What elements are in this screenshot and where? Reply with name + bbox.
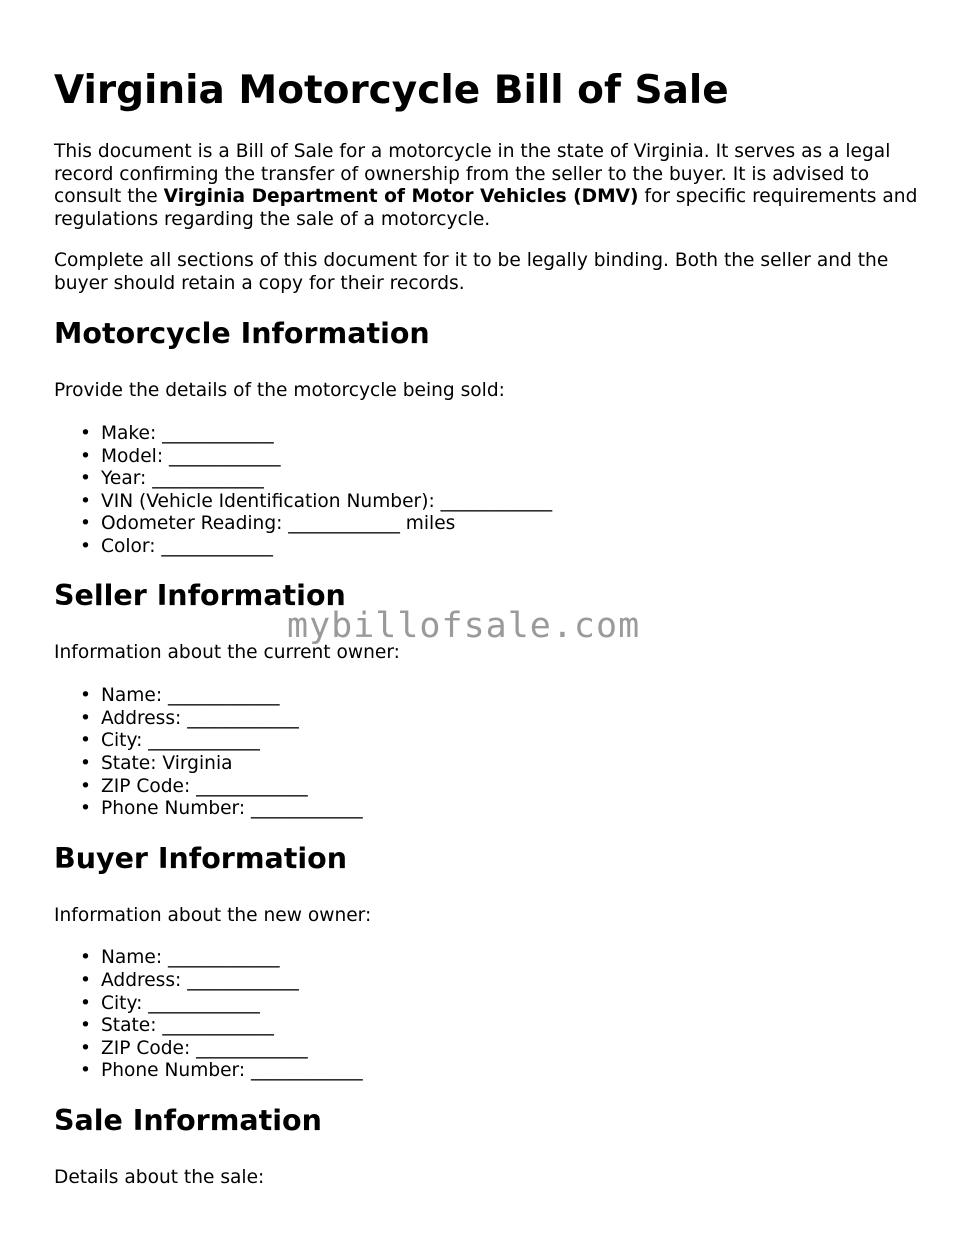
bullet-icon: • [80,685,91,707]
field-label: City: ____________ [101,730,260,752]
bullet-icon: • [80,775,91,797]
field-label: VIN (Vehicle Identification Number): ____________ [101,490,553,512]
document-page [54,0,924,1190]
buyer-name-field [80,947,924,970]
bullet-icon: • [80,947,91,969]
seller-state-field [80,752,924,776]
sale-heading: Sale Information [54,1104,322,1138]
field-label: Name: ____________ [101,685,280,707]
year-field [80,468,924,491]
bullet-icon: • [80,707,91,729]
bullet-icon: • [80,445,91,467]
bullet-icon: • [80,970,91,992]
bullet-icon: • [80,992,91,1014]
bullet-icon: • [80,752,91,774]
instructions-paragraph: Complete all sections of this document for it to be legally binding. Both the seller and the buyer should retain a copy for their records. [54,249,889,294]
document-title: Virginia Motorcycle Bill of Sale [54,68,729,113]
intro-text-end: for specific requirements and regulations regarding the sale of a motorcycle. [54,186,918,231]
intro-text-start: This document is a Bill of Sale for a motorcycle in the state of Virginia. It serves as a legal record confirming the transfer of ownership from the seller to the buyer. It is advised to consult the [54,141,891,208]
model-field [80,445,924,469]
sale-description: Details about the sale: [54,1167,265,1189]
buyer-field-list [54,947,924,1083]
seller-field-list [54,685,924,821]
field-label: Odometer Reading: ____________ miles [101,513,456,535]
field-label: Address: ____________ [101,707,299,729]
bullet-icon: • [80,1015,91,1037]
field-label: Name: ____________ [101,947,280,969]
motorcycle-heading: Motorcycle Information [54,317,430,351]
bullet-icon: • [80,490,91,512]
bullet-icon: • [80,513,91,535]
field-label: ZIP Code: ____________ [101,1037,308,1059]
field-label: ZIP Code: ____________ [101,775,308,797]
seller-address-field [80,707,924,731]
buyer-heading: Buyer Information [54,841,348,875]
field-label: Phone Number: ____________ [101,798,363,820]
motorcycle-description: Provide the details of the motorcycle being sold: [54,380,505,402]
field-label: Color: ____________ [101,535,273,557]
buyer-phone-field [80,1060,924,1083]
buyer-city-field [80,992,924,1016]
intro-paragraph [54,141,924,232]
field-label: Phone Number: ____________ [101,1060,363,1082]
bullet-icon: • [80,1037,91,1059]
bullet-icon: • [80,1060,91,1082]
bullet-icon: • [80,730,91,752]
vin-field [80,490,924,514]
field-label: Make: ____________ [101,422,274,444]
make-field [80,422,924,446]
field-label: State: Virginia [101,752,233,774]
intro-dmv-bold: Virginia Department of Motor Vehicles (DMV) [163,186,639,208]
field-label: City: ____________ [101,992,260,1014]
motorcycle-field-list [54,423,924,559]
buyer-address-field [80,970,924,993]
field-label: Model: ____________ [101,445,281,467]
buyer-state-field [80,1015,924,1038]
seller-zip-field [80,775,924,799]
bullet-icon: • [80,535,91,557]
seller-description: Information about the current owner: [54,642,400,664]
field-label: Address: ____________ [101,970,299,992]
odometer-field [80,513,924,536]
color-field [80,535,924,559]
bullet-icon: • [80,422,91,444]
watermark: mybillofsale.com [287,606,641,646]
seller-heading: Seller Information [54,579,346,613]
buyer-description: Information about the new owner: [54,904,372,926]
seller-name-field [80,685,924,708]
bullet-icon: • [80,468,91,490]
seller-city-field [80,730,924,753]
seller-phone-field [80,798,924,821]
field-label: Year: ____________ [101,468,264,490]
buyer-zip-field [80,1037,924,1061]
bullet-icon: • [80,798,91,820]
field-label: State: ____________ [101,1015,274,1037]
